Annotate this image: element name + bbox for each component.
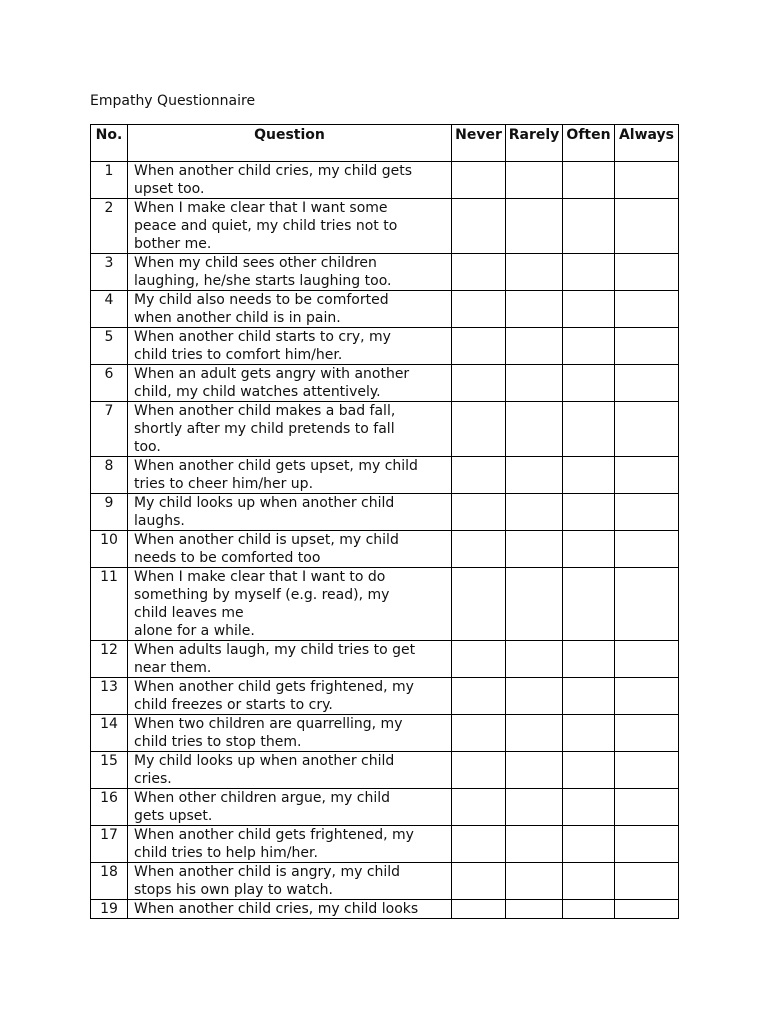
answer-cell-often[interactable] <box>563 254 615 291</box>
table-row <box>91 254 679 291</box>
answer-cell-never[interactable] <box>452 826 506 863</box>
answer-cell-rarely[interactable] <box>506 678 563 715</box>
question-number: 11 <box>91 568 128 641</box>
answer-cell-often[interactable] <box>563 162 615 199</box>
answer-cell-always[interactable] <box>615 291 679 328</box>
question-text: My child also needs to be comforted when another child is in pain. <box>128 291 452 328</box>
answer-cell-never[interactable] <box>452 641 506 678</box>
answer-cell-always[interactable] <box>615 457 679 494</box>
question-number: 1 <box>91 162 128 199</box>
answer-cell-often[interactable] <box>563 900 615 919</box>
answer-cell-always[interactable] <box>615 826 679 863</box>
answer-cell-rarely[interactable] <box>506 826 563 863</box>
question-number: 12 <box>91 641 128 678</box>
table-header-row <box>91 125 679 162</box>
answer-cell-always[interactable] <box>615 494 679 531</box>
answer-cell-rarely[interactable] <box>506 365 563 402</box>
answer-cell-never[interactable] <box>452 291 506 328</box>
answer-cell-never[interactable] <box>452 365 506 402</box>
answer-cell-rarely[interactable] <box>506 328 563 365</box>
table-row <box>91 291 679 328</box>
question-text: My child looks up when another child laughs. <box>128 494 452 531</box>
answer-cell-always[interactable] <box>615 752 679 789</box>
answer-cell-always[interactable] <box>615 328 679 365</box>
header-question: Question <box>128 125 452 162</box>
table-row <box>91 457 679 494</box>
answer-cell-always[interactable] <box>615 568 679 641</box>
question-number: 17 <box>91 826 128 863</box>
answer-cell-always[interactable] <box>615 900 679 919</box>
answer-cell-often[interactable] <box>563 752 615 789</box>
answer-cell-rarely[interactable] <box>506 291 563 328</box>
answer-cell-rarely[interactable] <box>506 900 563 919</box>
answer-cell-always[interactable] <box>615 531 679 568</box>
answer-cell-never[interactable] <box>452 531 506 568</box>
answer-cell-never[interactable] <box>452 162 506 199</box>
question-number: 16 <box>91 789 128 826</box>
question-text: When other children argue, my child gets upset. <box>128 789 452 826</box>
answer-cell-never[interactable] <box>452 715 506 752</box>
answer-cell-never[interactable] <box>452 568 506 641</box>
header-rarely: Rarely <box>506 125 563 162</box>
answer-cell-always[interactable] <box>615 254 679 291</box>
table-row <box>91 826 679 863</box>
answer-cell-never[interactable] <box>452 752 506 789</box>
table-row <box>91 752 679 789</box>
question-text: When another child is angry, my child stops his own play to watch. <box>128 863 452 900</box>
header-often: Often <box>563 125 615 162</box>
question-number: 7 <box>91 402 128 457</box>
questionnaire-table <box>90 124 679 919</box>
answer-cell-often[interactable] <box>563 531 615 568</box>
question-number: 5 <box>91 328 128 365</box>
table-row <box>91 789 679 826</box>
answer-cell-rarely[interactable] <box>506 402 563 457</box>
question-number: 10 <box>91 531 128 568</box>
answer-cell-often[interactable] <box>563 863 615 900</box>
question-number: 2 <box>91 199 128 254</box>
table-row <box>91 402 679 457</box>
header-never: Never <box>452 125 506 162</box>
answer-cell-always[interactable] <box>615 402 679 457</box>
question-text: When another child gets frightened, my child tries to help him/her. <box>128 826 452 863</box>
question-text: When another child cries, my child looks <box>128 900 452 919</box>
table-row <box>91 715 679 752</box>
question-text: When another child cries, my child gets upset too. <box>128 162 452 199</box>
table-body <box>91 162 679 919</box>
answer-cell-often[interactable] <box>563 199 615 254</box>
question-text: My child looks up when another child cries. <box>128 752 452 789</box>
answer-cell-never[interactable] <box>452 900 506 919</box>
answer-cell-always[interactable] <box>615 678 679 715</box>
answer-cell-never[interactable] <box>452 457 506 494</box>
answer-cell-rarely[interactable] <box>506 199 563 254</box>
question-text: When two children are quarrelling, my child tries to stop them. <box>128 715 452 752</box>
answer-cell-always[interactable] <box>615 641 679 678</box>
answer-cell-never[interactable] <box>452 199 506 254</box>
question-number: 19 <box>91 900 128 919</box>
answer-cell-often[interactable] <box>563 568 615 641</box>
answer-cell-rarely[interactable] <box>506 641 563 678</box>
question-text: When another child starts to cry, my child tries to comfort him/her. <box>128 328 452 365</box>
answer-cell-often[interactable] <box>563 678 615 715</box>
answer-cell-rarely[interactable] <box>506 863 563 900</box>
question-number: 13 <box>91 678 128 715</box>
table-row <box>91 900 679 919</box>
question-number: 15 <box>91 752 128 789</box>
answer-cell-always[interactable] <box>615 199 679 254</box>
answer-cell-often[interactable] <box>563 457 615 494</box>
answer-cell-often[interactable] <box>563 402 615 457</box>
question-number: 9 <box>91 494 128 531</box>
answer-cell-often[interactable] <box>563 789 615 826</box>
answer-cell-never[interactable] <box>452 254 506 291</box>
table-row <box>91 365 679 402</box>
table-row <box>91 162 679 199</box>
table-row <box>91 494 679 531</box>
answer-cell-rarely[interactable] <box>506 752 563 789</box>
answer-cell-often[interactable] <box>563 641 615 678</box>
answer-cell-rarely[interactable] <box>506 531 563 568</box>
question-text: When another child gets frightened, my child freezes or starts to cry. <box>128 678 452 715</box>
question-text: When I make clear that I want some peace and quiet, my child tries not to bother me. <box>128 199 452 254</box>
answer-cell-often[interactable] <box>563 494 615 531</box>
answer-cell-often[interactable] <box>563 365 615 402</box>
question-number: 8 <box>91 457 128 494</box>
page-title: Empathy Questionnaire <box>90 93 256 109</box>
question-number: 14 <box>91 715 128 752</box>
answer-cell-rarely[interactable] <box>506 254 563 291</box>
question-text: When another child is upset, my child needs to be comforted too <box>128 531 452 568</box>
answer-cell-always[interactable] <box>615 789 679 826</box>
answer-cell-rarely[interactable] <box>506 568 563 641</box>
question-text: When an adult gets angry with another child, my child watches attentively. <box>128 365 452 402</box>
question-number: 6 <box>91 365 128 402</box>
question-number: 3 <box>91 254 128 291</box>
question-text: When adults laugh, my child tries to get near them. <box>128 641 452 678</box>
question-number: 18 <box>91 863 128 900</box>
table-row <box>91 568 679 641</box>
header-no: No. <box>91 125 128 162</box>
answer-cell-never[interactable] <box>452 789 506 826</box>
answer-cell-never[interactable] <box>452 863 506 900</box>
answer-cell-never[interactable] <box>452 402 506 457</box>
answer-cell-always[interactable] <box>615 863 679 900</box>
answer-cell-often[interactable] <box>563 826 615 863</box>
answer-cell-never[interactable] <box>452 494 506 531</box>
table-row <box>91 531 679 568</box>
answer-cell-rarely[interactable] <box>506 789 563 826</box>
answer-cell-never[interactable] <box>452 678 506 715</box>
answer-cell-never[interactable] <box>452 328 506 365</box>
question-text: When another child gets upset, my child tries to cheer him/her up. <box>128 457 452 494</box>
question-text: When I make clear that I want to do something by myself (e.g. read), my child leaves me alone for a while. <box>128 568 452 641</box>
table-row <box>91 863 679 900</box>
answer-cell-rarely[interactable] <box>506 715 563 752</box>
header-always: Always <box>615 125 679 162</box>
answer-cell-rarely[interactable] <box>506 457 563 494</box>
table-row <box>91 641 679 678</box>
question-text: When another child makes a bad fall, shortly after my child pretends to fall too. <box>128 402 452 457</box>
answer-cell-always[interactable] <box>615 365 679 402</box>
table-row <box>91 328 679 365</box>
answer-cell-always[interactable] <box>615 162 679 199</box>
answer-cell-rarely[interactable] <box>506 494 563 531</box>
answer-cell-rarely[interactable] <box>506 162 563 199</box>
table-row <box>91 199 679 254</box>
answer-cell-often[interactable] <box>563 291 615 328</box>
table-row <box>91 678 679 715</box>
question-number: 4 <box>91 291 128 328</box>
answer-cell-often[interactable] <box>563 328 615 365</box>
question-text: When my child sees other children laughing, he/she starts laughing too. <box>128 254 452 291</box>
answer-cell-often[interactable] <box>563 715 615 752</box>
answer-cell-always[interactable] <box>615 715 679 752</box>
